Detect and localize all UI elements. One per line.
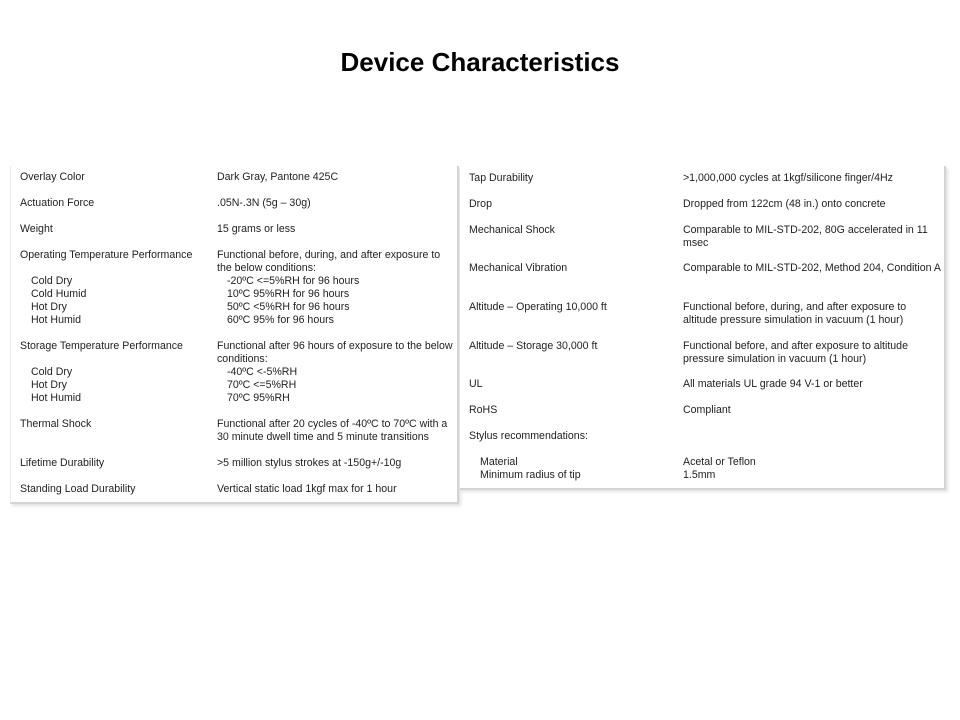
condition-value: -40ºC <-5%RH [227,366,298,378]
condition-value: -20ºC <=5%RH for 96 hours [227,275,360,287]
stylus-value: Acetal or Teflon [683,456,756,468]
condition-label: Hot Dry [31,379,67,391]
left-spec-table [10,166,459,504]
condition-value: 60ºC 95% for 96 hours [227,314,334,326]
condition-value: 70ºC <=5%RH [227,379,297,391]
spec-value: >5 million stylus strokes at -150g+/-10g [217,457,402,469]
spec-value: Functional after 20 cycles of -40ºC to 70ºC with a 30 minute dwell time and 5 minute transitions [217,418,448,443]
condition-value: 10ºC 95%RH for 96 hours [227,288,350,300]
spec-value: All materials UL grade 94 V-1 or better [683,378,863,390]
spec-label: Operating Temperature Performance [20,249,193,261]
right-spec-table [460,166,946,490]
spec-label: Storage Temperature Performance [20,340,183,352]
condition-label: Cold Dry [31,366,73,378]
spec-value: Functional after 96 hours of exposure to the below conditions: [217,340,453,365]
spec-label: Thermal Shock [20,418,92,430]
condition-label: Cold Humid [31,288,87,300]
spec-label: Weight [20,223,53,235]
spec-value: Functional before, and after exposure to altitude pressure simulation in vacuum (1 hour) [683,340,908,365]
spec-label: Lifetime Durability [20,457,105,469]
spec-label: Altitude – Operating 10,000 ft [469,301,607,313]
spec-value: Compliant [683,404,731,416]
spec-label: Actuation Force [20,197,95,209]
spec-label: Altitude – Storage 30,000 ft [469,340,598,352]
spec-value: .05N-.3N (5g – 30g) [217,197,311,209]
slide-title: Device Characteristics [340,47,620,77]
spec-label: RoHS [469,404,498,416]
spec-value: Comparable to MIL-STD-202, 80G accelerated in 11 msec [683,224,928,249]
spec-label: Drop [469,198,492,210]
spec-label: Stylus recommendations: [469,430,588,442]
spec-value: 15 grams or less [217,223,296,235]
condition-label: Cold Dry [31,275,73,287]
spec-value: Comparable to MIL-STD-202, Method 204, Condition A [683,262,941,274]
spec-value: Functional before, during, and after exposure to the below conditions: [217,249,441,274]
condition-label: Hot Dry [31,301,67,313]
condition-label: Hot Humid [31,392,82,404]
condition-value: 70ºC 95%RH [227,392,290,404]
spec-value: Dropped from 122cm (48 in.) onto concrete [683,198,886,210]
spec-label: Overlay Color [20,171,85,183]
spec-label: Standing Load Durability [20,483,136,495]
spec-value: Functional before, during, and after exposure to altitude pressure simulation in vacuum (1 hour) [683,301,907,326]
spec-label: Mechanical Shock [469,224,555,236]
spec-value: Vertical static load 1kgf max for 1 hour [217,483,397,495]
stylus-label: Minimum radius of tip [480,469,581,481]
spec-value: Dark Gray, Pantone 425C [217,171,339,183]
condition-value: 50ºC <5%RH for 96 hours [227,301,350,313]
stylus-label: Material [480,456,518,468]
spec-label: UL [469,378,483,390]
spec-label: Tap Durability [469,172,534,184]
spec-label: Mechanical Vibration [469,262,568,274]
stylus-value: 1.5mm [683,469,716,481]
condition-label: Hot Humid [31,314,82,326]
spec-value: >1,000,000 cycles at 1kgf/silicone finger/4Hz [683,172,893,184]
